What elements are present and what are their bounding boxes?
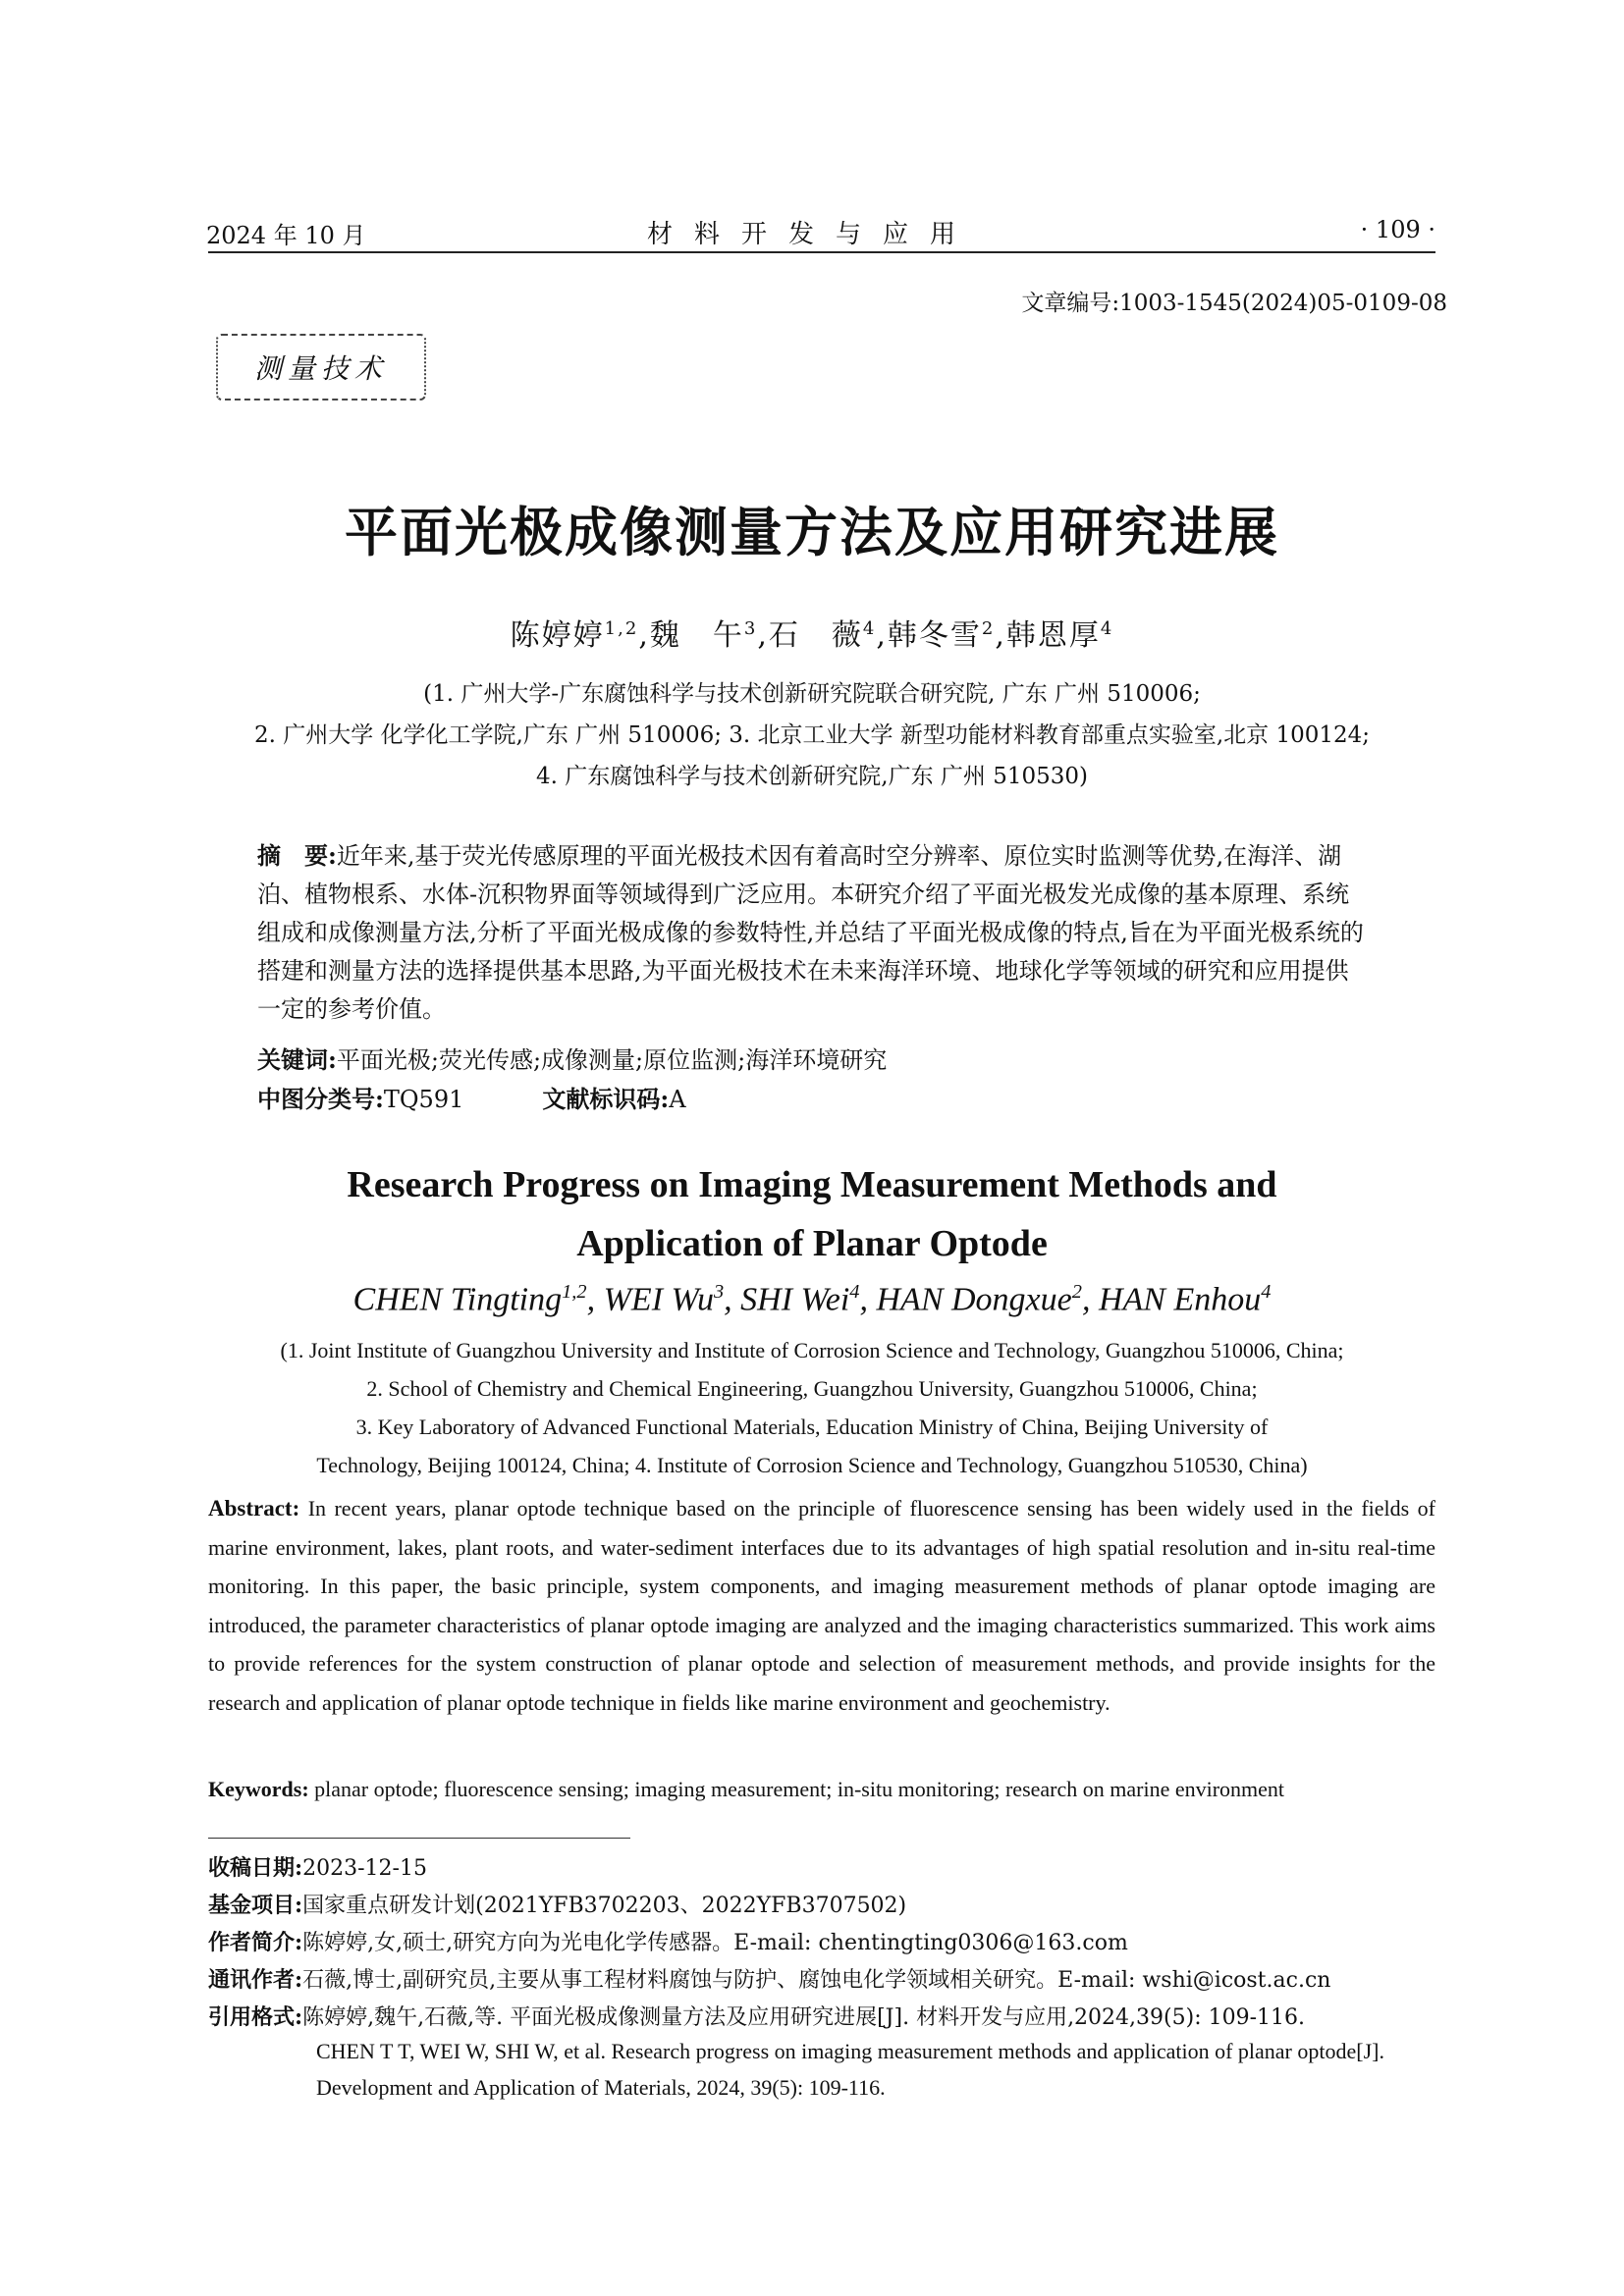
footnote-received <box>208 1851 427 1882</box>
affiliation-cn: 2. 广州大学 化学化工学院,广东 广州 510006; 3. 北京工业大学 新型功能材料教育部重点实验室,北京 100124; <box>253 722 1371 748</box>
abstract-cn-label: 摘 要: <box>257 841 337 870</box>
author-en-affiliation: 4 <box>849 1281 860 1303</box>
footnote-label: 作者简介: <box>208 1930 303 1955</box>
author-en: SHI Wei <box>740 1281 850 1318</box>
author-en-affiliation: 4 <box>1261 1281 1272 1303</box>
footnote-text: 石薇,博士,副研究员,主要从事工程材料腐蚀与防护、腐蚀电化学领域相关研究。E-mail: wshi@icost.ac.cn <box>302 1968 1331 1993</box>
abstract-en-text: In recent years, planar optode technique based on the principle of fluorescence sensing has been widely used in the fields of marine environment, lakes, plant roots, and water-sediment interfaces due to its advantages of high spatial resolution and in-situ real-time monitoring. In this paper, the basic principle, system components, and imaging measurement methods of planar optode imaging are introduced, the parameter characteristics of planar optode imaging are analyzed and the imaging characteristics summarized. This work aims to provide references for the system construction of planar optode and selection of measurement methods, and provide insights for the research and application of planar optode technique in fields like marine environment and geochemistry. <box>208 1496 1435 1715</box>
title-en-line: Application of Planar Optode <box>576 1223 1048 1264</box>
keywords-en-text: planar optode; fluorescence sensing; imaging measurement; in-situ monitoring; research on marine environment <box>314 1777 1285 1801</box>
author-cn: 石 薇 <box>768 618 863 653</box>
header-date: 2024 年 10 月 <box>206 222 366 249</box>
affiliation-en: 3. Key Laboratory of Advanced Functional Materials, Education Ministry of China, Beijing University of <box>355 1415 1269 1439</box>
footnote-label: 通讯作者: <box>208 1967 303 1993</box>
title-cn: 平面光极成像测量方法及应用研究进展 <box>345 501 1279 563</box>
author-cn: 韩恩厚 <box>1005 618 1101 653</box>
author-cn-affiliation: 2 <box>981 618 996 639</box>
author-cn-affiliation: 3 <box>743 618 758 639</box>
section-tag-label: 测量技术 <box>253 352 388 385</box>
clc-label: 中图分类号: <box>257 1085 384 1113</box>
title-en-line: Research Progress on Imaging Measurement Methods and <box>347 1164 1277 1205</box>
article-number: 文章编号:1003-1545(2024)05-0109-08 <box>1021 291 1447 316</box>
footnote-citation-en: CHEN T T, WEI W, SHI W, et al. Research progress on imaging measurement methods and application of planar optode[J]. Development and Application of Materials, 2024, 39(5): 109-116. <box>316 2039 1384 2100</box>
affiliation-cn: 4. 广东腐蚀科学与技术创新研究院,广东 广州 510530) <box>536 764 1088 789</box>
author-cn: 韩冬雪 <box>887 618 982 653</box>
footnote-funding <box>208 1889 906 1919</box>
keywords-cn-text: 平面光极;荧光传感;成像测量;原位监测;海洋环境研究 <box>336 1046 888 1074</box>
abstract-en <box>208 1489 1435 1722</box>
abstract-cn <box>257 836 1367 1029</box>
abstract-cn-text: 近年来,基于荧光传感原理的平面光极技术因有着高时空分辨率、原位实时监测等优势,在海洋、湖泊、植物根系、水体-沉积物界面等领域得到广泛应用。本研究介绍了平面光极发光成像的基本原理、系统组成和成像测量方法,分析了平面光极成像的参数特性,并总结了平面光极成像的特点,旨在为平面光极系统的搭建和测量方法的选择提供基本思路,为平面光极技术在未来海洋环境、地球化学等领域的研究和应用提供一定的参考价值。 <box>257 842 1364 1023</box>
author-cn: 陈婷婷 <box>510 618 605 653</box>
footnote-text: 2023-12-15 <box>302 1856 427 1881</box>
author-cn-affiliation: 4 <box>862 618 877 639</box>
author-en: CHEN Tingting <box>352 1281 563 1318</box>
classification-cn <box>257 1080 686 1114</box>
footnote-label: 引用格式: <box>208 2004 303 2030</box>
header-journal-name: 材料开发与应用 <box>646 220 977 249</box>
doc-code-label: 文献标识码: <box>542 1085 670 1113</box>
header-rule <box>208 251 1435 253</box>
footnote-label: 基金项目: <box>208 1893 303 1918</box>
author-cn-affiliation: 1,2 <box>604 618 639 639</box>
author-en: HAN Enhou <box>1098 1281 1262 1318</box>
keywords-en-label: Keywords: <box>208 1777 309 1801</box>
footnote-corresponding-author <box>208 1963 1330 1994</box>
footnote-label: 收稿日期: <box>208 1855 303 1881</box>
keywords-cn <box>257 1041 887 1075</box>
author-en: HAN Dongxue <box>876 1281 1072 1318</box>
authors-en: CHEN Tingting$^{1,2}$, WEI Wu$^3$, SHI Wei$^4$, HAN Dongxue$^2$, HAN Enhou$^4$ <box>352 1281 1272 1318</box>
author-en-affiliation: 1,2 <box>562 1281 587 1303</box>
abstract-en-label: Abstract: <box>208 1496 300 1521</box>
section-tag <box>216 334 426 400</box>
author-cn: 魏 午 <box>649 618 744 653</box>
affiliation-en: Technology, Beijing 100124, China; 4. Institute of Corrosion Science and Technology, Guangzhou 510530, China) <box>316 1453 1308 1477</box>
author-en-affiliation: 3 <box>713 1281 725 1303</box>
header-page-number: · 109 · <box>1360 216 1435 243</box>
footnote-text: 陈婷婷,女,硕士,研究方向为光电化学传感器。E-mail: chentingting0306@163.com <box>302 1931 1128 1955</box>
affiliation-cn: (1. 广州大学-广东腐蚀科学与技术创新研究院联合研究院, 广东 广州 510006; <box>423 681 1201 707</box>
author-en: WEI Wu <box>603 1281 714 1318</box>
authors-cn: 陈婷婷$^{1,2}$,魏 午$^3$,石 薇$^4$,韩冬雪$^2$,韩恩厚$^4$ <box>510 618 1114 653</box>
keywords-cn-label: 关键词: <box>257 1045 337 1074</box>
keywords-en <box>208 1777 1435 1802</box>
clc-value: TQ591 <box>383 1086 464 1113</box>
author-cn-affiliation: 4 <box>1100 618 1114 639</box>
footnote-text: 国家重点研发计划(2021YFB3702203、2022YFB3707502) <box>302 1894 907 1918</box>
author-en-affiliation: 2 <box>1071 1281 1082 1303</box>
footnote-text: 陈婷婷,魏午,石薇,等. 平面光极成像测量方法及应用研究进展[J]. 材料开发与应用,2024,39(5): 109-116. <box>302 2005 1306 2030</box>
footnote-citation-cn <box>208 2001 1305 2031</box>
affiliation-en: 2. School of Chemistry and Chemical Engineering, Guangzhou University, Guangzhou 510006, China; <box>366 1376 1258 1401</box>
doc-code-value: A <box>669 1086 686 1113</box>
footnote-author-bio <box>208 1926 1128 1956</box>
footnote-rule <box>208 1838 630 1839</box>
affiliation-en: (1. Joint Institute of Guangzhou University and Institute of Corrosion Science and Technology, Guangzhou 510006, China; <box>280 1338 1344 1362</box>
